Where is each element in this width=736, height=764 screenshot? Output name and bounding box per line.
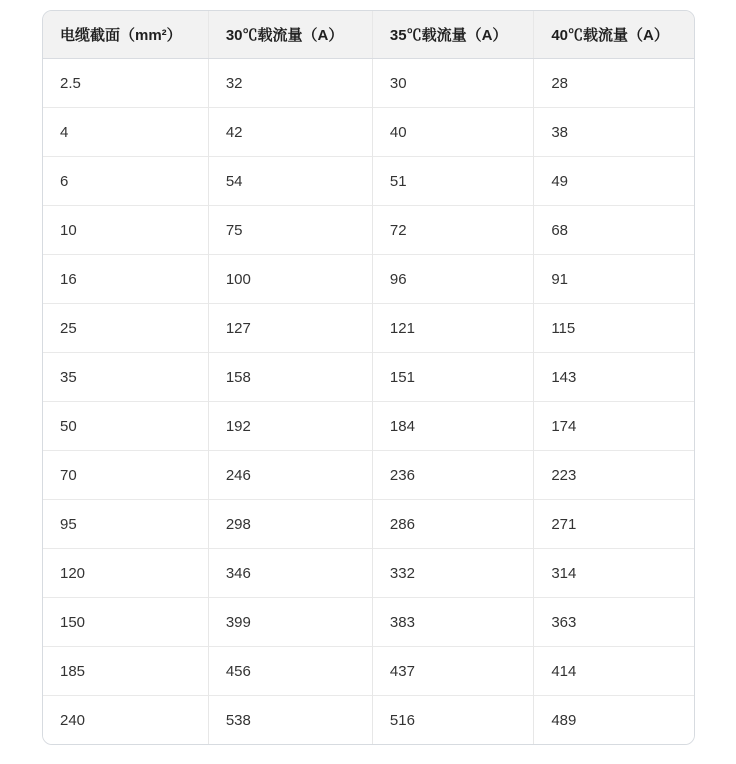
table-cell: 223: [534, 451, 694, 500]
column-header-cable-section: 电缆截面（mm²）: [43, 11, 208, 59]
table-cell: 72: [372, 206, 533, 255]
table-cell: 127: [208, 304, 372, 353]
table-cell: 538: [208, 696, 372, 745]
table-cell: 28: [534, 59, 694, 108]
table-row: [43, 500, 694, 549]
table-cell: 54: [208, 157, 372, 206]
table-cell: 2.5: [43, 59, 208, 108]
table-cell: 96: [372, 255, 533, 304]
table-row: [43, 255, 694, 304]
table-row: [43, 157, 694, 206]
table-cell: 184: [372, 402, 533, 451]
ampacity-table-container: [42, 10, 695, 745]
table-cell: 383: [372, 598, 533, 647]
table-cell: 346: [208, 549, 372, 598]
table-cell: 150: [43, 598, 208, 647]
table-cell: 286: [372, 500, 533, 549]
table-cell: 437: [372, 647, 533, 696]
table-cell: 363: [534, 598, 694, 647]
table-cell: 50: [43, 402, 208, 451]
table-row: [43, 59, 694, 108]
table-cell: 192: [208, 402, 372, 451]
table-cell: 236: [372, 451, 533, 500]
table-cell: 4: [43, 108, 208, 157]
table-cell: 158: [208, 353, 372, 402]
table-cell: 516: [372, 696, 533, 745]
table-cell: 16: [43, 255, 208, 304]
table-cell: 95: [43, 500, 208, 549]
table-row: [43, 353, 694, 402]
table-row: [43, 696, 694, 745]
table-cell: 6: [43, 157, 208, 206]
table-cell: 489: [534, 696, 694, 745]
table-cell: 75: [208, 206, 372, 255]
column-header-30c-ampacity: 30℃载流量（A）: [208, 11, 372, 59]
table-header: [43, 11, 694, 59]
table-row: [43, 598, 694, 647]
table-cell: 314: [534, 549, 694, 598]
table-cell: 35: [43, 353, 208, 402]
table-cell: 151: [372, 353, 533, 402]
table-cell: 332: [372, 549, 533, 598]
table-row: [43, 206, 694, 255]
table-cell: 70: [43, 451, 208, 500]
table-cell: 115: [534, 304, 694, 353]
table-cell: 246: [208, 451, 372, 500]
table-row: [43, 304, 694, 353]
column-header-40c-ampacity: 40℃载流量（A）: [534, 11, 694, 59]
table-cell: 25: [43, 304, 208, 353]
column-header-35c-ampacity: 35℃载流量（A）: [372, 11, 533, 59]
table-cell: 298: [208, 500, 372, 549]
table-cell: 49: [534, 157, 694, 206]
table-cell: 240: [43, 696, 208, 745]
table-row: [43, 549, 694, 598]
table-cell: 456: [208, 647, 372, 696]
table-row: [43, 402, 694, 451]
table-cell: 143: [534, 353, 694, 402]
table-cell: 40: [372, 108, 533, 157]
table-cell: 32: [208, 59, 372, 108]
header-row: [43, 11, 694, 59]
ampacity-table: [43, 11, 694, 744]
table-row: [43, 451, 694, 500]
table-cell: 68: [534, 206, 694, 255]
table-cell: 271: [534, 500, 694, 549]
table-cell: 399: [208, 598, 372, 647]
table-cell: 414: [534, 647, 694, 696]
table-row: [43, 647, 694, 696]
table-cell: 42: [208, 108, 372, 157]
table-body: [43, 59, 694, 745]
table-cell: 91: [534, 255, 694, 304]
table-cell: 120: [43, 549, 208, 598]
table-cell: 100: [208, 255, 372, 304]
table-cell: 174: [534, 402, 694, 451]
table-cell: 30: [372, 59, 533, 108]
table-cell: 38: [534, 108, 694, 157]
table-cell: 185: [43, 647, 208, 696]
table-row: [43, 108, 694, 157]
table-cell: 10: [43, 206, 208, 255]
table-cell: 51: [372, 157, 533, 206]
table-cell: 121: [372, 304, 533, 353]
